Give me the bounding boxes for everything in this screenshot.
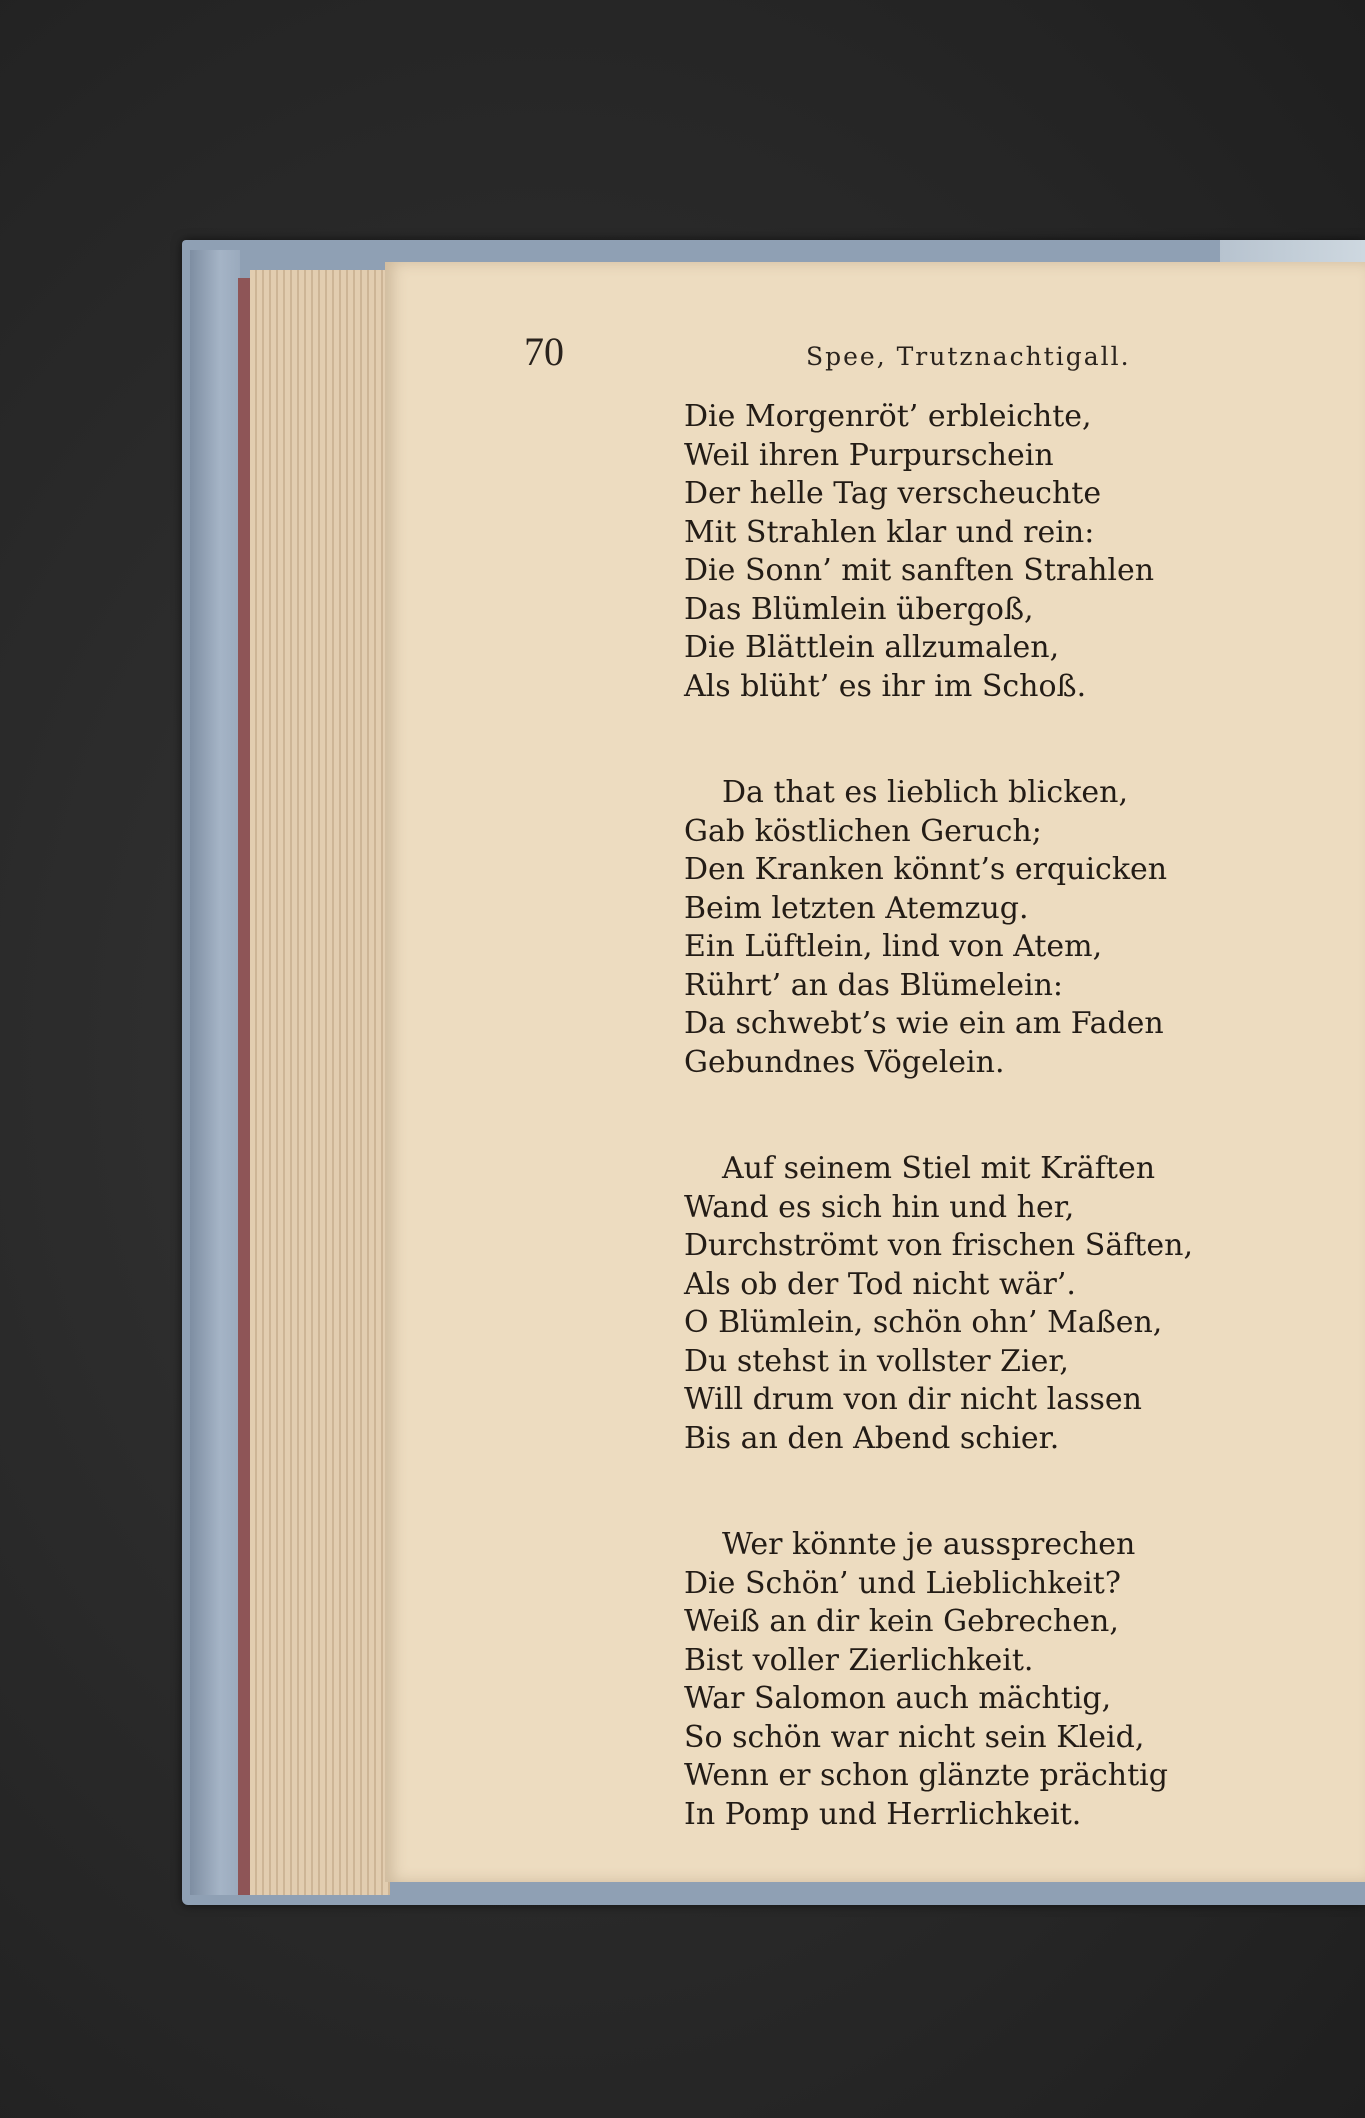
poem-line: Durchströmt von frischen Säften, [684, 1228, 1193, 1263]
stanza-1 [684, 398, 1324, 706]
poem-line: Die Sonn’ mit sanften Strahlen [684, 553, 1155, 588]
poem-line: Mit Strahlen klar und rein: [684, 514, 1095, 550]
poem-line: Ein Lüftlein, lind von Atem, [684, 929, 1103, 964]
page-number: 70 [524, 329, 564, 374]
cover-edge [190, 250, 240, 1895]
poem-line: Gebundnes Vögelein. [684, 1044, 1005, 1080]
poem-line: Weil ihren Purpurschein [684, 437, 1054, 473]
poem-line: Wenn er schon glänzte prächtig [684, 1758, 1168, 1793]
spine-binding [238, 278, 250, 1895]
poem-line: Bis an den Abend schier. [684, 1420, 1060, 1456]
poem-line: Bist voller Zierlichkeit. [684, 1642, 1034, 1678]
poem-line: Die Morgenröt’ erbleichte, [684, 399, 1092, 434]
poem-line: Weiß an dir kein Gebrechen, [684, 1604, 1119, 1639]
poem-line: Auf seinem Stiel mit Kräften [722, 1151, 1156, 1186]
poem-line: Als ob der Tod nicht wär’. [684, 1266, 1076, 1302]
poem-line: Die Schön’ und Lieblichkeit? [684, 1565, 1121, 1601]
poem-line: Da that es lieblich blicken, [722, 775, 1128, 810]
poem-line: Da schwebt’s wie ein am Faden [684, 1006, 1164, 1041]
stanza-3 [684, 1150, 1324, 1458]
poem-line: Als blüht’ es ihr im Schoß. [684, 668, 1087, 704]
poem-line: Rührt’ an das Blümelein: [684, 967, 1063, 1003]
poem-line: Die Blättlein allzumalen, [684, 630, 1060, 665]
poem-line: War Salomon auch mächtig, [684, 1681, 1112, 1716]
page-edges [250, 270, 390, 1895]
poem-line: O Blümlein, schön ohn’ Maßen, [684, 1305, 1163, 1340]
running-head: Spee, Trutznachtigall. [806, 342, 1131, 371]
poem-line: Will drum von dir nicht lassen [684, 1382, 1142, 1417]
stanza-4 [684, 1526, 1324, 1834]
poem-line: Der helle Tag verscheuchte [684, 476, 1102, 511]
poem [684, 398, 1324, 1902]
poem-line: Du stehst in vollster Zier, [684, 1343, 1069, 1379]
stanza-2 [684, 774, 1324, 1082]
poem-line: Wand es sich hin und her, [684, 1189, 1075, 1225]
poem-line: Wer könnte je aussprechen [722, 1527, 1136, 1562]
poem-line: In Pomp und Herrlichkeit. [684, 1796, 1082, 1832]
poem-line: Den Kranken könnt’s erquicken [684, 852, 1168, 887]
poem-line: Beim letzten Atemzug. [684, 890, 1029, 926]
poem-line: So schön war nicht sein Kleid, [684, 1719, 1145, 1755]
poem-line: Gab köstlichen Geruch; [684, 813, 1042, 849]
poem-line: Das Blümlein übergoß, [684, 591, 1034, 627]
